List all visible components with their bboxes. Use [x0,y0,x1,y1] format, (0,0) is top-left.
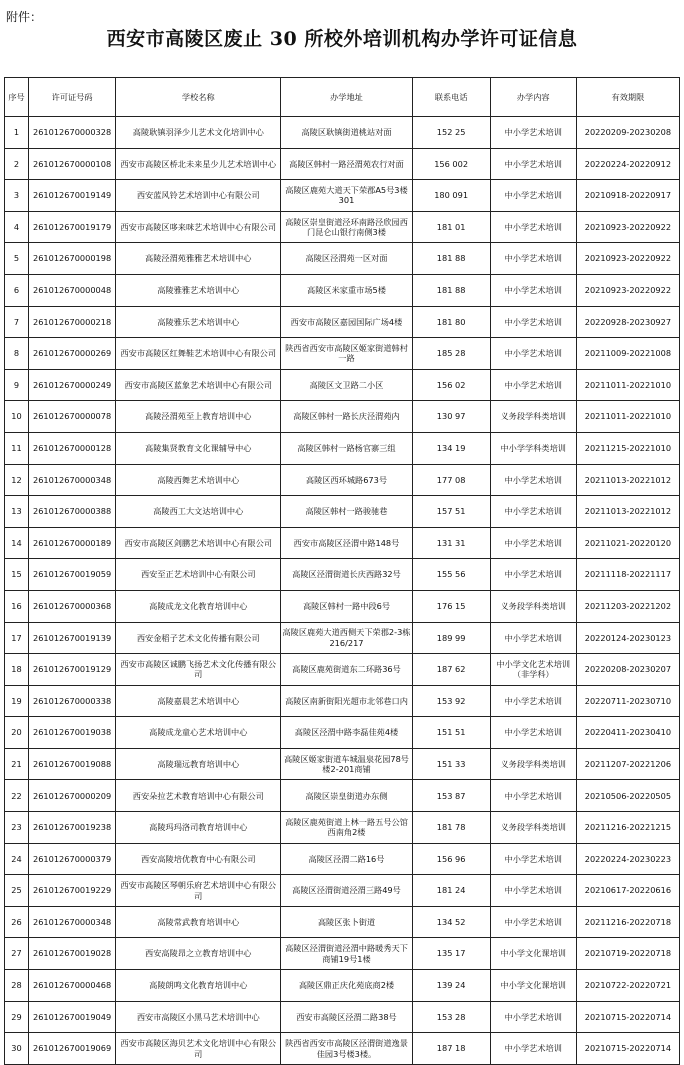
cell-index: 4 [5,211,29,243]
cell-school-name: 西安蓝风铃艺术培训中心有限公司 [116,180,281,212]
cell-phone: 153 92 [412,685,490,717]
cell-validity: 20210923-20220922 [576,243,679,275]
cell-license-number: 261012670019088 [29,748,116,780]
cell-address: 高陵区泾渭街道泾渭中路暖秀天下商铺19号1楼 [281,938,412,970]
cell-validity: 20220208-20230207 [576,654,679,686]
cell-index: 13 [5,496,29,528]
table-row [5,875,680,907]
cell-school-name: 西安市高陵区海贝艺术文化培训中心有限公司 [116,1033,281,1065]
cell-index: 2 [5,148,29,180]
cell-index: 22 [5,780,29,812]
table-row [5,274,680,306]
cell-phone: 135 17 [412,938,490,970]
table-row [5,938,680,970]
cell-validity: 20220411-20230410 [576,717,679,749]
cell-index: 14 [5,527,29,559]
cell-validity: 20210918-20220917 [576,180,679,212]
cell-license-number: 261012670019238 [29,812,116,844]
cell-address: 高陵区崇皇街道泾环南路泾欣园西门昆仑山银行南侧3楼 [281,211,412,243]
table-row [5,748,680,780]
cell-license-number: 261012670000269 [29,338,116,370]
cell-validity: 20210506-20220505 [576,780,679,812]
cell-index: 17 [5,622,29,654]
cell-school-name: 高陵嘉晨艺术培训中心 [116,685,281,717]
cell-license-number: 261012670019038 [29,717,116,749]
table-row [5,717,680,749]
cell-license-number: 261012670000198 [29,243,116,275]
cell-validity: 20210715-20220714 [576,1001,679,1033]
cell-index: 20 [5,717,29,749]
cell-phone: 181 80 [412,306,490,338]
cell-school-name: 高陵成龙童心艺术培训中心 [116,717,281,749]
cell-content: 中小学艺术培训 [490,559,576,591]
cell-content: 中小学艺术培训 [490,211,576,243]
table-row [5,496,680,528]
cell-license-number: 261012670000078 [29,401,116,433]
cell-index: 26 [5,906,29,938]
cell-address: 高陵区韩村一路杨官寨三组 [281,432,412,464]
cell-validity: 20210719-20220718 [576,938,679,970]
cell-validity: 20211013-20221012 [576,464,679,496]
table-row [5,306,680,338]
cell-index: 21 [5,748,29,780]
cell-content: 中小学艺术培训 [490,875,576,907]
cell-address: 高陵区泾渭中路李磊佳苑4楼 [281,717,412,749]
cell-phone: 156 002 [412,148,490,180]
cell-content: 中小学艺术培训 [490,369,576,401]
cell-school-name: 高陵玛玛洛司教育培训中心 [116,812,281,844]
cell-validity: 20220124-20230123 [576,622,679,654]
cell-school-name: 西安市高陵区诚鹏飞扬艺术文化传播有限公司 [116,654,281,686]
table-row [5,559,680,591]
cell-license-number: 261012670000249 [29,369,116,401]
cell-validity: 20211215-20221010 [576,432,679,464]
table-row [5,369,680,401]
table-row [5,432,680,464]
cell-phone: 187 18 [412,1033,490,1065]
cell-address: 高陵区鹿苑大道西侧天下荣郡2-3栋216/217 [281,622,412,654]
cell-license-number: 261012670000379 [29,843,116,875]
cell-address: 西安市高陵区泾渭二路38号 [281,1001,412,1033]
page-title: 西安市高陵区废止 30 所校外培训机构办学许可证信息 [106,28,578,50]
cell-index: 12 [5,464,29,496]
cell-validity: 20211216-20220718 [576,906,679,938]
cell-validity: 20210617-20220616 [576,875,679,907]
cell-phone: 155 56 [412,559,490,591]
cell-address: 高陵区文卫路二小区 [281,369,412,401]
cell-phone: 157 51 [412,496,490,528]
cell-content: 义务段学科类培训 [490,812,576,844]
cell-school-name: 高陵朗鸣文化教育培训中心 [116,970,281,1002]
cell-content: 中小学艺术培训 [490,274,576,306]
cell-content: 中小学艺术培训 [490,843,576,875]
table-row [5,780,680,812]
cell-license-number: 261012670019149 [29,180,116,212]
cell-index: 5 [5,243,29,275]
cell-address: 陕西省西安市高陵区姬家街道韩村一路 [281,338,412,370]
cell-content: 中小学艺术培训 [490,496,576,528]
cell-license-number: 261012670000189 [29,527,116,559]
cell-license-number: 261012670000328 [29,117,116,149]
cell-phone: 139 24 [412,970,490,1002]
header-index: 序号 [5,78,29,117]
cell-license-number: 261012670019129 [29,654,116,686]
table-row [5,338,680,370]
cell-phone: 181 88 [412,243,490,275]
cell-index: 6 [5,274,29,306]
cell-validity: 20211118-20221117 [576,559,679,591]
cell-validity: 20210923-20220922 [576,211,679,243]
cell-license-number: 261012670019179 [29,211,116,243]
cell-address: 高陵区泾渭街道泾渭三路49号 [281,875,412,907]
cell-index: 19 [5,685,29,717]
cell-index: 24 [5,843,29,875]
cell-school-name: 高陵泾渭苑雅雅艺术培训中心 [116,243,281,275]
table-row [5,148,680,180]
cell-license-number: 261012670019229 [29,875,116,907]
table-row [5,812,680,844]
cell-content: 义务段学科类培训 [490,590,576,622]
cell-index: 9 [5,369,29,401]
cell-address: 高陵区韩村一路骏驰巷 [281,496,412,528]
cell-phone: 130 97 [412,401,490,433]
cell-address: 高陵区韩村一路中段6号 [281,590,412,622]
cell-license-number: 261012670000128 [29,432,116,464]
cell-validity: 20220224-20230223 [576,843,679,875]
cell-validity: 20211021-20220120 [576,527,679,559]
cell-content: 中小学艺术培训 [490,464,576,496]
cell-address: 高陵区南新街阳光超市北邻巷口内 [281,685,412,717]
cell-content: 中小学艺术培训 [490,527,576,559]
cell-phone: 134 19 [412,432,490,464]
cell-phone: 131 31 [412,527,490,559]
cell-content: 中小学艺术培训 [490,1001,576,1033]
cell-address: 高陵区崇皇街道办东侧 [281,780,412,812]
cell-phone: 153 87 [412,780,490,812]
table-row [5,117,680,149]
cell-content: 中小学艺术培训 [490,685,576,717]
cell-phone: 156 96 [412,843,490,875]
cell-license-number: 261012670000048 [29,274,116,306]
cell-validity: 20220711-20230710 [576,685,679,717]
cell-school-name: 西安市高陵区桥北未来星少儿艺术培训中心 [116,148,281,180]
cell-school-name: 西安高陵培优教育中心有限公司 [116,843,281,875]
table-row [5,527,680,559]
cell-index: 29 [5,1001,29,1033]
cell-content: 中小学学科类培训 [490,432,576,464]
cell-school-name: 高陵常武教育培训中心 [116,906,281,938]
cell-index: 10 [5,401,29,433]
cell-validity: 20220928-20230927 [576,306,679,338]
cell-index: 18 [5,654,29,686]
cell-license-number: 261012670000338 [29,685,116,717]
table-row [5,906,680,938]
cell-school-name: 西安至正艺术培训中心有限公司 [116,559,281,591]
cell-content: 中小学艺术培训 [490,306,576,338]
cell-validity: 20220209-20230208 [576,117,679,149]
table-row [5,211,680,243]
cell-content: 中小学艺术培训 [490,622,576,654]
cell-content: 中小学艺术培训 [490,180,576,212]
cell-phone: 176 15 [412,590,490,622]
cell-phone: 151 51 [412,717,490,749]
table-row [5,180,680,212]
cell-index: 8 [5,338,29,370]
cell-index: 7 [5,306,29,338]
cell-school-name: 高陵集贤教育文化课辅导中心 [116,432,281,464]
cell-address: 高陵区张卜街道 [281,906,412,938]
cell-school-name: 高陵瑞远教育培训中心 [116,748,281,780]
cell-address: 高陵区韩村一路泾渭苑农行对面 [281,148,412,180]
cell-phone: 187 62 [412,654,490,686]
cell-phone: 189 99 [412,622,490,654]
cell-validity: 20211013-20221012 [576,496,679,528]
cell-address: 西安市高陵区嘉园国际广场4楼 [281,306,412,338]
cell-validity: 20211207-20221206 [576,748,679,780]
table-row [5,590,680,622]
cell-address: 西安市高陵区泾渭中路148号 [281,527,412,559]
cell-address: 高陵区泾渭苑一区对面 [281,243,412,275]
cell-phone: 181 01 [412,211,490,243]
cell-validity: 20211011-20221010 [576,401,679,433]
cell-phone: 156 02 [412,369,490,401]
cell-phone: 180 091 [412,180,490,212]
cell-content: 中小学文化艺术培训（非学科） [490,654,576,686]
cell-address: 高陵区鹿苑街道上林一路五号公馆西南角2楼 [281,812,412,844]
cell-phone: 185 28 [412,338,490,370]
cell-license-number: 261012670000348 [29,906,116,938]
cell-validity: 20211011-20221010 [576,369,679,401]
cell-index: 23 [5,812,29,844]
cell-phone: 152 25 [412,117,490,149]
cell-phone: 181 78 [412,812,490,844]
table-row [5,970,680,1002]
cell-address: 高陵区鹿苑大道天下荣郡A5号3楼301 [281,180,412,212]
cell-address: 高陵区米家重市场5楼 [281,274,412,306]
cell-license-number: 261012670000368 [29,590,116,622]
header-address: 办学地址 [281,78,412,117]
cell-address: 高陵区鹿苑街道东二环路36号 [281,654,412,686]
license-table [4,77,680,1065]
cell-license-number: 261012670000388 [29,496,116,528]
header-phone: 联系电话 [412,78,490,117]
cell-school-name: 西安市高陵区红舞鞋艺术培训中心有限公司 [116,338,281,370]
cell-school-name: 西安市高陵区哆来咪艺术培训中心有限公司 [116,211,281,243]
table-row [5,622,680,654]
header-school-name: 学校名称 [116,78,281,117]
table-row [5,464,680,496]
cell-content: 中小学艺术培训 [490,338,576,370]
cell-phone: 181 88 [412,274,490,306]
cell-license-number: 261012670000108 [29,148,116,180]
cell-school-name: 西安市高陵区蓝象艺术培训中心有限公司 [116,369,281,401]
cell-license-number: 261012670019028 [29,938,116,970]
cell-content: 中小学艺术培训 [490,243,576,275]
cell-school-name: 西安朵拉艺术教育培训中心有限公司 [116,780,281,812]
header-license-number: 许可证号码 [29,78,116,117]
cell-content: 中小学文化课培训 [490,938,576,970]
cell-school-name: 西安高陵昂之立教育培训中心 [116,938,281,970]
cell-school-name: 高陵泾渭苑至上教育培训中心 [116,401,281,433]
attachment-label: 附件： [6,10,43,24]
cell-index: 25 [5,875,29,907]
cell-address: 高陵区姬家街道车城温泉花园78号楼2-201商铺 [281,748,412,780]
cell-address: 高陵区鼎正庆化苑底商2楼 [281,970,412,1002]
cell-validity: 20210722-20220721 [576,970,679,1002]
cell-phone: 177 08 [412,464,490,496]
cell-address: 高陵区韩村一路长庆泾渭苑内 [281,401,412,433]
cell-school-name: 高陵成龙文化教育培训中心 [116,590,281,622]
cell-license-number: 261012670019139 [29,622,116,654]
cell-content: 中小学艺术培训 [490,780,576,812]
cell-index: 15 [5,559,29,591]
table-row [5,401,680,433]
cell-content: 义务段学科类培训 [490,748,576,780]
cell-school-name: 西安市高陵区剑鹏艺术培训中心有限公司 [116,527,281,559]
cell-index: 11 [5,432,29,464]
cell-school-name: 高陵西工大文达培训中心 [116,496,281,528]
cell-license-number: 261012670019059 [29,559,116,591]
header-content: 办学内容 [490,78,576,117]
table-row [5,654,680,686]
cell-phone: 153 28 [412,1001,490,1033]
cell-address: 高陵区西环城路673号 [281,464,412,496]
cell-school-name: 高陵雅乐艺术培训中心 [116,306,281,338]
cell-license-number: 261012670000468 [29,970,116,1002]
cell-license-number: 261012670000348 [29,464,116,496]
cell-school-name: 西安市高陵区小黑马艺术培训中心 [116,1001,281,1033]
cell-address: 陕西省西安市高陵区泾渭街道逸景佳园3号楼3楼。 [281,1033,412,1065]
table-row [5,1033,680,1065]
cell-validity: 20211009-20221008 [576,338,679,370]
cell-school-name: 高陵雅雅艺术培训中心 [116,274,281,306]
cell-index: 1 [5,117,29,149]
cell-index: 28 [5,970,29,1002]
cell-phone: 134 52 [412,906,490,938]
cell-validity: 20211203-20221202 [576,590,679,622]
cell-phone: 181 24 [412,875,490,907]
cell-index: 30 [5,1033,29,1065]
table-body [5,117,680,1065]
cell-validity: 20210923-20220922 [576,274,679,306]
header-validity: 有效期限 [576,78,679,117]
cell-validity: 20210715-20220714 [576,1033,679,1065]
cell-content: 中小学艺术培训 [490,717,576,749]
cell-index: 27 [5,938,29,970]
table-header-row [5,78,680,117]
table-row [5,243,680,275]
cell-content: 中小学文化课培训 [490,970,576,1002]
cell-index: 16 [5,590,29,622]
cell-license-number: 261012670000209 [29,780,116,812]
cell-address: 高陵区泾渭二路16号 [281,843,412,875]
table-row [5,1001,680,1033]
cell-license-number: 261012670019049 [29,1001,116,1033]
cell-validity: 20220224-20220912 [576,148,679,180]
cell-content: 义务段学科类培训 [490,401,576,433]
cell-content: 中小学艺术培训 [490,1033,576,1065]
table-row [5,685,680,717]
cell-school-name: 西安市高陵区琴朝乐府艺术培训中心有限公司 [116,875,281,907]
cell-phone: 151 33 [412,748,490,780]
cell-content: 中小学艺术培训 [490,148,576,180]
cell-license-number: 261012670000218 [29,306,116,338]
cell-content: 中小学艺术培训 [490,117,576,149]
cell-validity: 20211216-20221215 [576,812,679,844]
cell-address: 高陵区泾渭街道长庆西路32号 [281,559,412,591]
table-row [5,843,680,875]
cell-school-name: 高陵耿镇羽泽少儿艺术文化培训中心 [116,117,281,149]
cell-address: 高陵区耿镇街道桃站对面 [281,117,412,149]
cell-content: 中小学艺术培训 [490,906,576,938]
cell-school-name: 高陵西舞艺术培训中心 [116,464,281,496]
cell-school-name: 西安金稻子艺术文化传播有限公司 [116,622,281,654]
cell-license-number: 261012670019069 [29,1033,116,1065]
cell-index: 3 [5,180,29,212]
